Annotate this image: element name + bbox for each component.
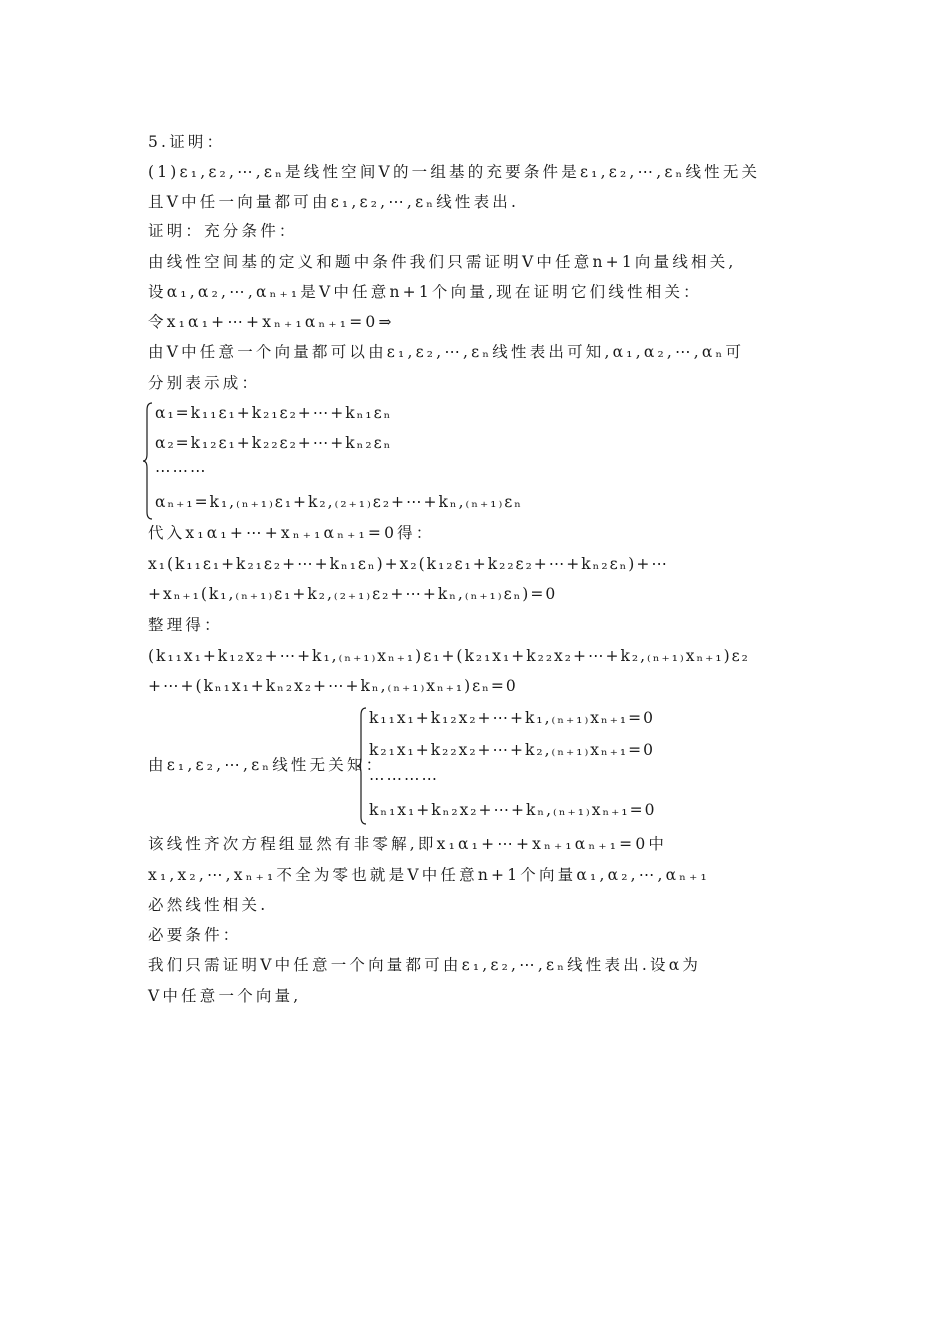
text-line: 证明：充分条件： — [148, 222, 298, 240]
text-line: 令x₁α₁+⋯+xₙ₊₁αₙ₊₁=0⇒ — [148, 313, 395, 331]
equation-line: ⋯⋯⋯ — [155, 462, 208, 480]
equation-line: k₁₁x₁+k₁₂x₂+⋯+k₁,₍ₙ₊₁₎xₙ₊₁=0 — [369, 709, 655, 727]
text-line: x₁,x₂,⋯,xₙ₊₁不全为零也就是V中任意n+1个向量α₁,α₂,⋯,αₙ₊₁ — [148, 866, 710, 884]
text-line: 由ε₁,ε₂,⋯,εₙ线性无关知： — [148, 756, 385, 774]
text-line: 必然线性相关. — [148, 896, 269, 914]
text-line: 整理得： — [148, 616, 223, 634]
text-line: (k₁₁x₁+k₁₂x₂+⋯+k₁,₍ₙ₊₁₎xₙ₊₁)ε₁+(k₂₁x₁+k₂₂x₂+⋯+k₂,₍ₙ₊₁₎xₙ₊₁)ε₂ — [148, 647, 750, 665]
text-line: 设α₁,α₂,⋯,αₙ₊₁是V中任意n+1个向量,现在证明它们线性相关： — [148, 283, 702, 301]
equation-line: α₁=k₁₁ε₁+k₂₁ε₂+⋯+kₙ₁εₙ — [155, 404, 393, 422]
text-line: 代入x₁α₁+⋯+xₙ₊₁αₙ₊₁=0得： — [148, 524, 435, 542]
left-brace-icon — [143, 402, 153, 520]
equation-line: kₙ₁x₁+kₙ₂x₂+⋯+kₙ,₍ₙ₊₁₎xₙ₊₁=0 — [369, 801, 657, 819]
text-line: 分别表示成： — [148, 374, 261, 392]
equation-line: ⋯⋯⋯⋯ — [369, 770, 439, 788]
text-line: V中任意一个向量, — [148, 987, 302, 1005]
text-line: 且V中任一向量都可由ε₁,ε₂,⋯,εₙ线性表出. — [148, 193, 520, 211]
text-line: 必要条件： — [148, 926, 242, 944]
equation-line: αₙ₊₁=k₁,₍ₙ₊₁₎ε₁+k₂,₍₂₊₁₎ε₂+⋯+kₙ,₍ₙ₊₁₎εₙ — [155, 493, 523, 511]
section-heading: 5.证明： — [148, 133, 226, 151]
text-line: 该线性齐次方程组显然有非零解,即x₁α₁+⋯+xₙ₊₁αₙ₊₁=0中 — [148, 835, 668, 853]
text-line: +xₙ₊₁(k₁,₍ₙ₊₁₎ε₁+k₂,₍₂₊₁₎ε₂+⋯+kₙ,₍ₙ₊₁₎εₙ)=0 — [148, 585, 558, 603]
equation-line: k₂₁x₁+k₂₂x₂+⋯+k₂,₍ₙ₊₁₎xₙ₊₁=0 — [369, 741, 655, 759]
left-brace-icon — [357, 707, 367, 825]
text-line: +⋯+(kₙ₁x₁+kₙ₂x₂+⋯+kₙ,₍ₙ₊₁₎xₙ₊₁)εₙ=0 — [148, 677, 518, 695]
text-line: 由线性空间基的定义和题中条件我们只需证明V中任意n+1向量线相关, — [148, 253, 737, 271]
text-line: 我们只需证明V中任意一个向量都可由ε₁,ε₂,⋯,εₙ线性表出.设α为 — [148, 956, 702, 974]
text-line: (1)ε₁,ε₂,⋯,εₙ是线性空间V的一组基的充要条件是ε₁,ε₂,⋯,εₙ线性无关 — [148, 163, 761, 181]
equation-line: α₂=k₁₂ε₁+k₂₂ε₂+⋯+kₙ₂εₙ — [155, 434, 393, 452]
text-line: x₁(k₁₁ε₁+k₂₁ε₂+⋯+kₙ₁εₙ)+x₂(k₁₂ε₁+k₂₂ε₂+⋯+kₙ₂εₙ)+⋯ — [148, 555, 669, 573]
text-line: 由V中任意一个向量都可以由ε₁,ε₂,⋯,εₙ线性表出可知,α₁,α₂,⋯,αₙ可 — [148, 343, 745, 361]
